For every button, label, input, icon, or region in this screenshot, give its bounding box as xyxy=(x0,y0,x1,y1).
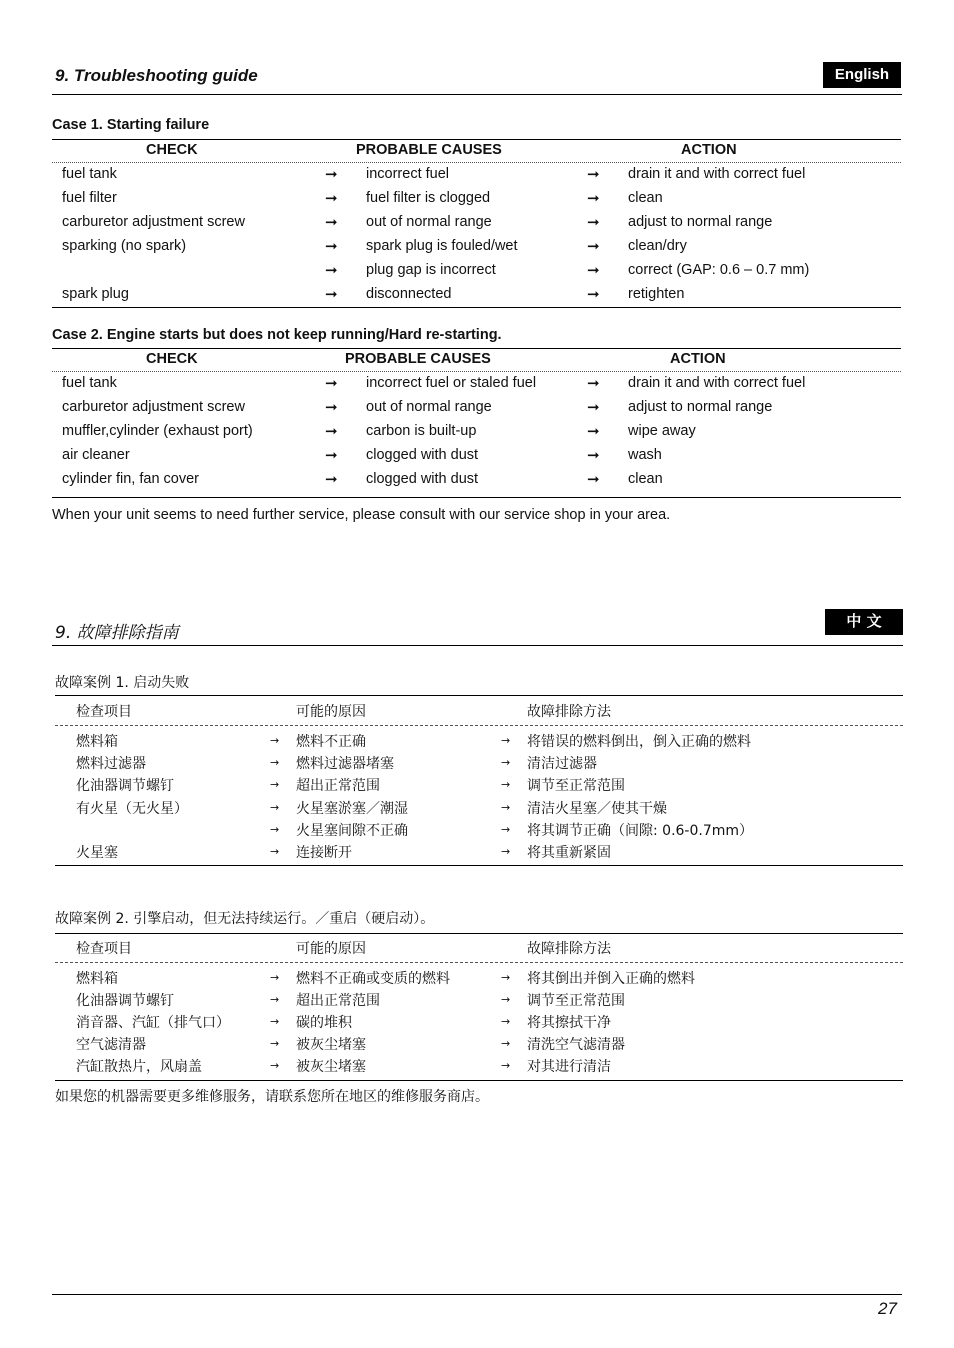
case1-header-divider-en xyxy=(52,162,901,163)
case2-row2-action-zh: 调节至正常范围 xyxy=(527,993,625,1009)
arrow-icon: → xyxy=(270,971,280,984)
case1-row6-action: retighten xyxy=(628,286,685,302)
arrow-icon: → xyxy=(501,1059,511,1072)
case1-header-divider-zh xyxy=(55,725,903,726)
arrow-icon: ➞ xyxy=(587,399,600,416)
case2-row1-check-zh: 燃料箱 xyxy=(76,971,118,987)
arrow-icon: → xyxy=(270,756,280,769)
case1-row4-action-zh: 清洁火星塞／使其干燥 xyxy=(527,801,667,817)
case2-row2-cause: out of normal range xyxy=(366,399,492,415)
case1-row4-action: clean/dry xyxy=(628,238,687,254)
case2-row5-action-zh: 对其进行清洁 xyxy=(527,1059,611,1075)
case2-row5-cause: clogged with dust xyxy=(366,471,479,487)
arrow-icon: ➞ xyxy=(587,286,600,303)
arrow-icon: → xyxy=(270,993,280,1006)
footer-rule xyxy=(52,1294,902,1295)
case2-row3-action-zh: 将其擦拭干净 xyxy=(527,1015,611,1031)
case2-row1-cause: incorrect fuel or staled fuel xyxy=(366,375,537,391)
case2-row2-check: carburetor adjustment screw xyxy=(62,399,245,415)
case1-row2-cause-zh: 燃料过滤器堵塞 xyxy=(296,756,394,772)
case2-title-zh: 故障案例 2. 引擎启动，但无法持续运行。／重启（硬启动）。 xyxy=(55,911,435,927)
case1-row4-cause: spark plug is fouled/wet xyxy=(366,238,518,254)
case2-row1-action-zh: 将其倒出并倒入正确的燃料 xyxy=(527,971,695,987)
arrow-icon: → xyxy=(501,845,511,858)
case1-row5-cause-zh: 火星塞间隙不正确 xyxy=(296,823,408,839)
case2-row5-check: cylinder fin, fan cover xyxy=(62,471,200,487)
case1-row3-cause: out of normal range xyxy=(366,214,492,230)
language-badge-zh: 中 文 xyxy=(825,609,903,635)
case1-bottom-rule-en xyxy=(52,307,901,308)
arrow-icon: ➞ xyxy=(587,375,600,392)
arrow-icon: ➞ xyxy=(587,238,600,255)
arrow-icon: → xyxy=(270,823,280,836)
case2-row3-check-zh: 消音器、汽缸（排气口） xyxy=(76,1015,230,1031)
arrow-icon: → xyxy=(501,778,511,791)
case2-row5-cause-zh: 被灰尘堵塞 xyxy=(296,1059,366,1075)
language-badge-en: English xyxy=(823,62,901,88)
case1-header-action-en: ACTION xyxy=(681,142,737,158)
case1-header-causes-zh: 可能的原因 xyxy=(296,704,366,720)
section-title-en: 9. Troubleshooting guide xyxy=(55,66,258,85)
case1-row2-action-zh: 清洁过滤器 xyxy=(527,756,597,772)
arrow-icon: ➞ xyxy=(587,447,600,464)
case2-row5-check-zh: 汽缸散热片，风扇盖 xyxy=(76,1059,202,1075)
case1-title-en: Case 1. Starting failure xyxy=(52,117,210,133)
arrow-icon: ➞ xyxy=(587,471,600,488)
case2-row2-action: adjust to normal range xyxy=(628,399,773,415)
arrow-icon: → xyxy=(501,993,511,1006)
arrow-icon: ➞ xyxy=(325,423,338,440)
case1-row1-action-zh: 将错误的燃料倒出，倒入正确的燃料 xyxy=(527,734,751,750)
case2-header-divider-zh xyxy=(55,962,903,963)
case1-row3-cause-zh: 超出正常范围 xyxy=(296,778,380,794)
case2-row3-action: wipe away xyxy=(628,423,696,439)
case2-top-rule-en xyxy=(52,348,901,349)
case1-row3-action-zh: 调节至正常范围 xyxy=(527,778,625,794)
arrow-icon: → xyxy=(501,756,511,769)
arrow-icon: → xyxy=(270,801,280,814)
case1-title-zh: 故障案例 1. 启动失败 xyxy=(55,675,190,691)
case2-row2-cause-zh: 超出正常范围 xyxy=(296,993,380,1009)
arrow-icon: → xyxy=(270,1037,280,1050)
case1-header-check-zh: 检查项目 xyxy=(76,704,132,720)
case1-row6-cause-zh: 连接断开 xyxy=(296,845,352,861)
case1-row3-check-zh: 化油器调节螺钉 xyxy=(76,778,174,794)
case1-top-rule-en xyxy=(52,139,901,140)
arrow-icon: ➞ xyxy=(325,214,338,231)
case2-header-check-zh: 检查项目 xyxy=(76,941,132,957)
case2-row1-check: fuel tank xyxy=(62,375,117,391)
case1-row5-action-zh: 将其调节正确（间隙: 0.6-0.7mm） xyxy=(527,823,754,839)
arrow-icon: → xyxy=(270,1015,280,1028)
arrow-icon: → xyxy=(501,823,511,836)
case2-row4-check: air cleaner xyxy=(62,447,130,463)
case2-bottom-rule-en xyxy=(52,497,901,498)
arrow-icon: ➞ xyxy=(325,447,338,464)
arrow-icon: → xyxy=(501,1037,511,1050)
arrow-icon: → xyxy=(501,971,511,984)
arrow-icon: ➞ xyxy=(325,399,338,416)
case2-header-causes-zh: 可能的原因 xyxy=(296,941,366,957)
case2-title-en: Case 2. Engine starts but does not keep running/Hard re-starting. xyxy=(52,327,502,343)
case1-row1-cause: incorrect fuel xyxy=(366,166,450,182)
arrow-icon: ➞ xyxy=(587,262,600,279)
case2-header-causes-en: PROBABLE CAUSES xyxy=(345,351,491,367)
arrow-icon: ➞ xyxy=(325,166,338,183)
case2-header-divider-en xyxy=(52,371,901,372)
case2-row3-cause-zh: 碳的堆积 xyxy=(296,1015,352,1031)
case1-header-causes-en: PROBABLE CAUSES xyxy=(356,142,502,158)
case2-header-action-en: ACTION xyxy=(670,351,726,367)
case1-row6-action-zh: 将其重新紧固 xyxy=(527,845,611,861)
case2-row4-action: wash xyxy=(628,447,662,463)
arrow-icon: → xyxy=(270,778,280,791)
case1-row1-action: drain it and with correct fuel xyxy=(628,166,806,182)
arrow-icon: → xyxy=(501,1015,511,1028)
case2-header-action-zh: 故障排除方法 xyxy=(527,941,611,957)
case1-row5-cause: plug gap is incorrect xyxy=(366,262,496,278)
title-rule-zh xyxy=(52,645,903,646)
arrow-icon: → xyxy=(270,1059,280,1072)
case1-row4-check: sparking (no spark) xyxy=(62,238,187,254)
arrow-icon: ➞ xyxy=(587,166,600,183)
case2-row5-action: clean xyxy=(628,471,663,487)
case1-row2-cause: fuel filter is clogged xyxy=(366,190,491,206)
service-note-en: When your unit seems to need further service, please consult with our service shop in your area. xyxy=(52,507,671,523)
arrow-icon: ➞ xyxy=(587,214,600,231)
arrow-icon: → xyxy=(270,734,280,747)
arrow-icon: ➞ xyxy=(587,190,600,207)
case1-row2-action: clean xyxy=(628,190,663,206)
arrow-icon: ➞ xyxy=(325,471,338,488)
case2-row4-action-zh: 清洗空气滤清器 xyxy=(527,1037,625,1053)
case2-top-rule-zh xyxy=(55,933,903,934)
case1-row1-cause-zh: 燃料不正确 xyxy=(296,734,366,750)
section-title-zh: 9. 故障排除指南 xyxy=(55,623,179,643)
case1-row3-action: adjust to normal range xyxy=(628,214,773,230)
case1-bottom-rule-zh xyxy=(55,865,903,866)
case2-header-check-en: CHECK xyxy=(146,351,198,367)
arrow-icon: → xyxy=(501,801,511,814)
case1-top-rule-zh xyxy=(55,695,903,696)
case1-row6-check: spark plug xyxy=(62,286,129,302)
case2-bottom-rule-zh xyxy=(55,1080,903,1081)
arrow-icon: ➞ xyxy=(325,286,338,303)
case2-row1-cause-zh: 燃料不正确或变质的燃料 xyxy=(296,971,450,987)
case2-row1-action: drain it and with correct fuel xyxy=(628,375,806,391)
arrow-icon: ➞ xyxy=(325,238,338,255)
case2-row2-check-zh: 化油器调节螺钉 xyxy=(76,993,174,1009)
arrow-icon: ➞ xyxy=(325,375,338,392)
case1-row2-check: fuel filter xyxy=(62,190,117,206)
case1-row1-check-zh: 燃料箱 xyxy=(76,734,118,750)
case2-row3-cause: carbon is built-up xyxy=(366,423,477,439)
arrow-icon: ➞ xyxy=(325,190,338,207)
case2-row3-check: muffler,cylinder (exhaust port) xyxy=(62,423,253,439)
title-rule-en xyxy=(52,94,902,95)
service-note-zh: 如果您的机器需要更多维修服务，请联系您所在地区的维修服务商店。 xyxy=(55,1089,489,1105)
case1-row1-check: fuel tank xyxy=(62,166,117,182)
case2-row4-cause-zh: 被灰尘堵塞 xyxy=(296,1037,366,1053)
case1-header-check-en: CHECK xyxy=(146,142,198,158)
case2-row4-cause: clogged with dust xyxy=(366,447,479,463)
case1-row2-check-zh: 燃料过滤器 xyxy=(76,756,146,772)
case1-header-action-zh: 故障排除方法 xyxy=(527,704,611,720)
case1-row4-check-zh: 有火星（无火星） xyxy=(76,801,188,817)
case1-row5-action: correct (GAP: 0.6 – 0.7 mm) xyxy=(628,262,810,278)
case1-row6-check-zh: 火星塞 xyxy=(76,845,118,861)
arrow-icon: ➞ xyxy=(587,423,600,440)
case2-row4-check-zh: 空气滤清器 xyxy=(76,1037,146,1053)
page-number: 27 xyxy=(878,1299,897,1318)
arrow-icon: ➞ xyxy=(325,262,338,279)
case1-row4-cause-zh: 火星塞淤塞／潮湿 xyxy=(296,801,408,817)
arrow-icon: → xyxy=(501,734,511,747)
arrow-icon: → xyxy=(270,845,280,858)
case1-row6-cause: disconnected xyxy=(366,286,452,302)
case1-row3-check: carburetor adjustment screw xyxy=(62,214,245,230)
